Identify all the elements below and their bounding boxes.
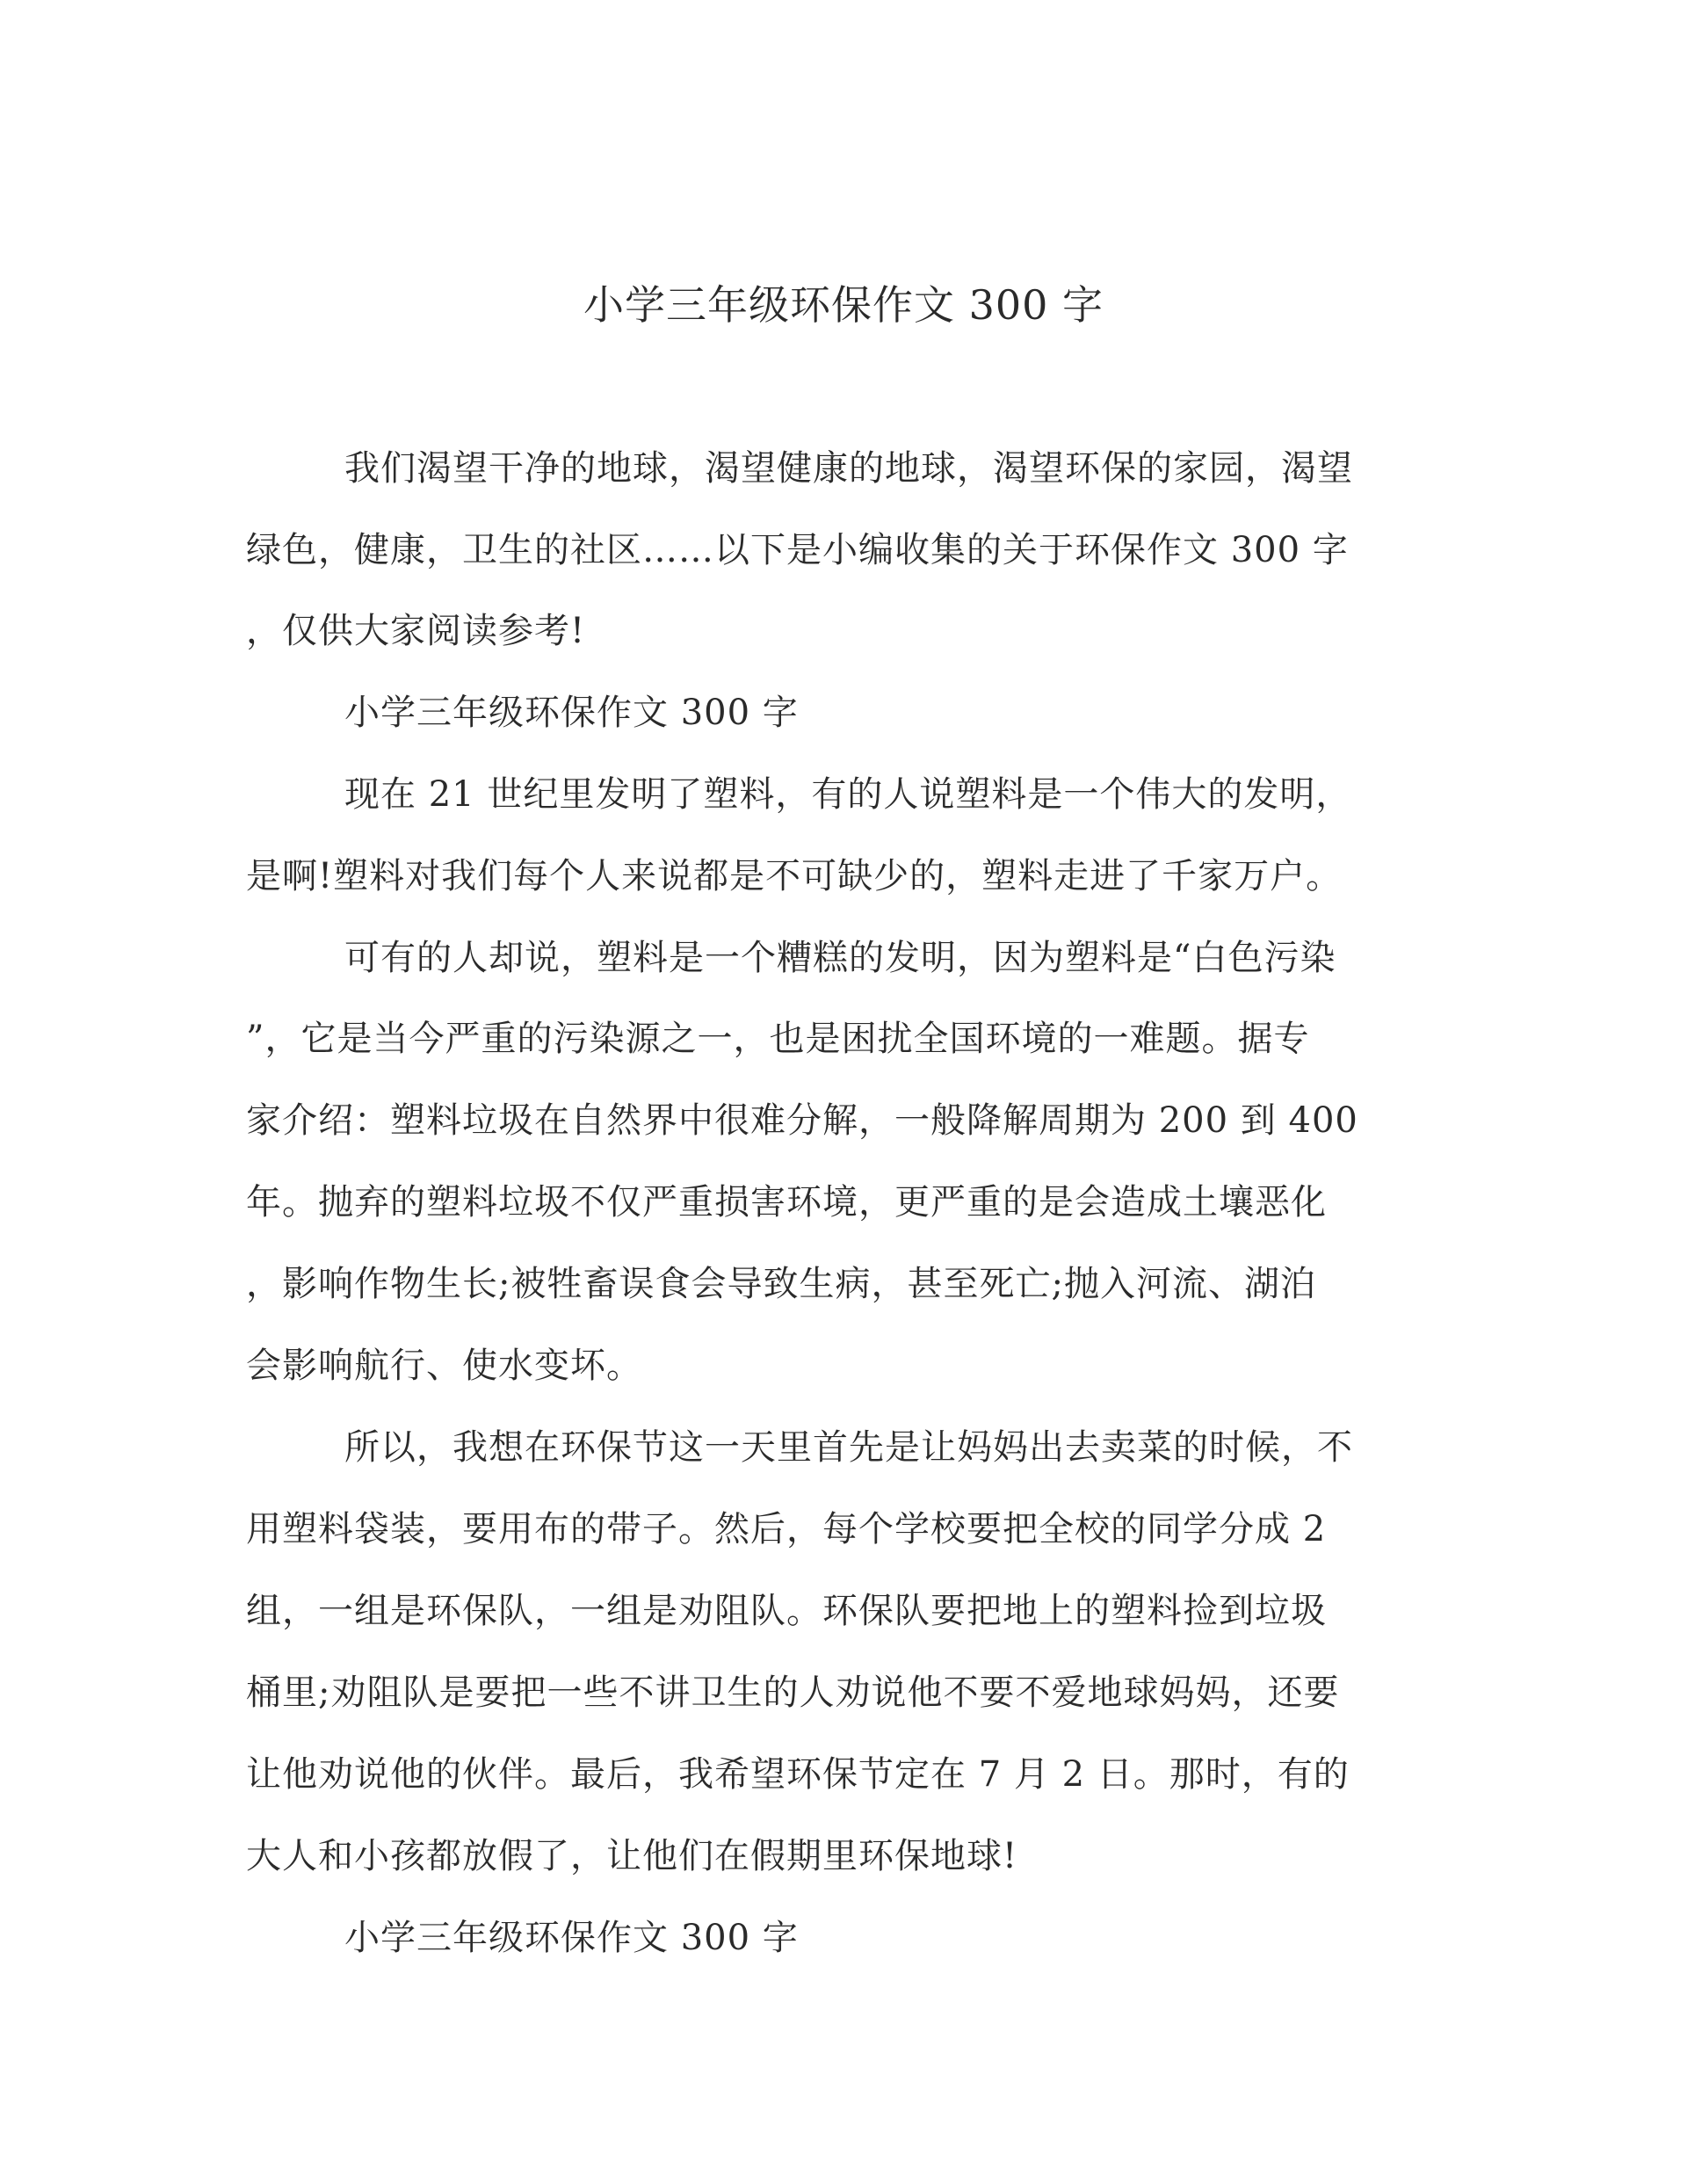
paragraph-line: 年。抛弃的塑料垃圾不仅严重损害环境，更严重的是会造成土壤恶化	[246, 1182, 1327, 1223]
page-title: 小学三年级环保作文 300 字	[583, 281, 1104, 329]
paragraph-line: 现在 21 世纪里发明了塑料，有的人说塑料是一个伟大的发明，	[344, 774, 1352, 815]
paragraph-line: 家介绍：塑料垃圾在自然界中很难分解，一般降解周期为 200 到 400	[246, 1100, 1358, 1141]
paragraph-line: 所以，我想在环保节这一天里首先是让妈妈出去卖菜的时候，不	[344, 1427, 1353, 1468]
paragraph-line: 会影响航行、使水变坏。	[246, 1346, 642, 1386]
paragraph-line: 让他劝说他的伙伴。最后，我希望环保节定在 7 月 2 日。那时，有的	[246, 1754, 1350, 1795]
paragraph-line: 绿色，健康，卫生的社区……以下是小编收集的关于环保作文 300 字	[246, 530, 1349, 570]
paragraph-line: 大人和小孩都放假了，让他们在假期里环保地球!	[246, 1836, 1018, 1876]
paragraph-line: ”，它是当今严重的污染源之一，也是困扰全国环境的一难题。据专	[246, 1019, 1310, 1059]
paragraph-line: 组，一组是环保队，一组是劝阻队。环保队要把地上的塑料捡到垃圾	[246, 1591, 1327, 1631]
section-heading: 小学三年级环保作文 300 字	[344, 1918, 799, 1958]
paragraph-line: 我们渴望干净的地球，渴望健康的地球，渴望环保的家园，渴望	[344, 448, 1353, 489]
paragraph-line: 用塑料袋装，要用布的带子。然后，每个学校要把全校的同学分成 2	[246, 1509, 1327, 1549]
section-heading: 小学三年级环保作文 300 字	[344, 693, 799, 733]
paragraph-line: 是啊!塑料对我们每个人来说都是不可缺少的，塑料走进了千家万户。	[246, 856, 1343, 896]
paragraph-line: ，影响作物生长;被牲畜误食会导致生病，甚至死亡;抛入河流、湖泊	[246, 1264, 1316, 1304]
paragraph-line: 桶里;劝阻队是要把一些不讲卫生的人劝说他不要不爱地球妈妈，还要	[246, 1672, 1340, 1713]
paragraph-line: 可有的人却说，塑料是一个糟糕的发明，因为塑料是“白色污染	[344, 938, 1336, 978]
paragraph-line: ，仅供大家阅读参考!	[246, 611, 586, 651]
